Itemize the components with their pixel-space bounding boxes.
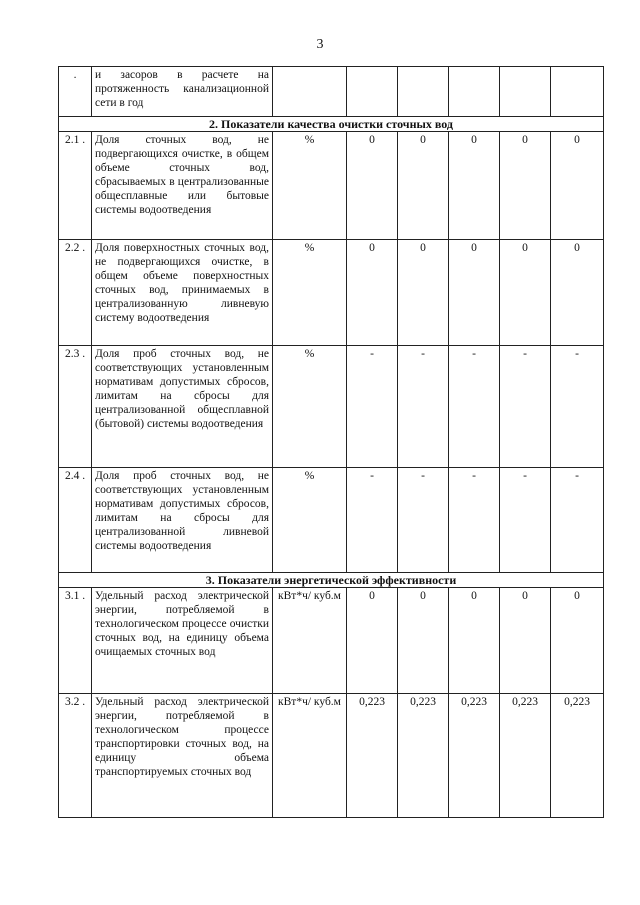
row-number: 2.1 . xyxy=(59,132,92,240)
value-cell xyxy=(449,67,500,117)
unit-cell: % xyxy=(273,468,347,573)
indicator-name: и засоров в расчете на протяженность канализационной сети в год xyxy=(92,67,273,117)
indicator-name: Удельный расход электрической энергии, потребляемой в технологическом процессе транспортировки сточных вод, на единицу объема транспортируемых сточных вод xyxy=(92,694,273,818)
value-cell: - xyxy=(551,468,604,573)
value-cell: 0 xyxy=(449,588,500,694)
value-cell: - xyxy=(347,346,398,468)
row-number: 3.2 . xyxy=(59,694,92,818)
unit-cell xyxy=(273,67,347,117)
value-cell: 0 xyxy=(398,132,449,240)
table-row xyxy=(59,240,604,346)
value-cell: 0 xyxy=(551,588,604,694)
value-cell: 0 xyxy=(500,588,551,694)
value-cell: - xyxy=(500,468,551,573)
row-number: 2.2 . xyxy=(59,240,92,346)
table-row xyxy=(59,468,604,573)
table-row xyxy=(59,132,604,240)
value-cell: 0 xyxy=(347,588,398,694)
value-cell: 0 xyxy=(449,132,500,240)
indicators-table xyxy=(58,66,604,818)
value-cell: 0 xyxy=(551,132,604,240)
indicator-name: Доля проб сточных вод, не соответствующих установленным нормативам допустимых сбросов, лимитам на сбросы для централизованной общесплавной (бытовой) системы водоотведения xyxy=(92,346,273,468)
value-cell: - xyxy=(449,346,500,468)
value-cell: 0 xyxy=(347,132,398,240)
section-header xyxy=(59,573,604,588)
value-cell: - xyxy=(449,468,500,573)
row-number: 3.1 . xyxy=(59,588,92,694)
unit-cell: % xyxy=(273,346,347,468)
value-cell: - xyxy=(551,346,604,468)
indicator-name: Доля проб сточных вод, не соответствующих установленным нормативам допустимых сбросов, лимитам на сбросы для централизованной ливневой системы водоотведения xyxy=(92,468,273,573)
value-cell: 0 xyxy=(398,240,449,346)
page-number: 3 xyxy=(316,37,324,52)
row-number: . xyxy=(59,67,92,117)
value-cell: 0,223 xyxy=(551,694,604,818)
value-cell: - xyxy=(398,468,449,573)
value-cell: - xyxy=(398,346,449,468)
value-cell: 0,223 xyxy=(500,694,551,818)
value-cell: 0,223 xyxy=(347,694,398,818)
value-cell: - xyxy=(500,346,551,468)
value-cell: 0 xyxy=(449,240,500,346)
value-cell: 0 xyxy=(398,588,449,694)
value-cell: - xyxy=(347,468,398,573)
indicator-name: Удельный расход электрической энергии, потребляемой в технологическом процессе очистки сточных вод, на единицу объема очищаемых сточных вод xyxy=(92,588,273,694)
section-title: 3. Показатели энергетической эффективности xyxy=(59,573,604,588)
value-cell: 0 xyxy=(347,240,398,346)
indicator-name: Доля поверхностных сточных вод, не подвергающихся очистке, в общем объеме поверхностных сточных вод, принимаемых в централизованную ливневую систему водоотведения xyxy=(92,240,273,346)
row-number: 2.4 . xyxy=(59,468,92,573)
table-row xyxy=(59,346,604,468)
indicator-name: Доля сточных вод, не подвергающихся очистке, в общем объеме сточных вод, сбрасываемых в централизованные общесплавные или бытовые системы водоотведения xyxy=(92,132,273,240)
table-row xyxy=(59,694,604,818)
value-cell xyxy=(347,67,398,117)
value-cell xyxy=(500,67,551,117)
value-cell: 0,223 xyxy=(398,694,449,818)
row-number: 2.3 . xyxy=(59,346,92,468)
value-cell: 0 xyxy=(551,240,604,346)
unit-cell: % xyxy=(273,132,347,240)
value-cell: 0 xyxy=(500,132,551,240)
section-header xyxy=(59,117,604,132)
value-cell: 0,223 xyxy=(449,694,500,818)
section-title: 2. Показатели качества очистки сточных вод xyxy=(59,117,604,132)
table-row xyxy=(59,588,604,694)
value-cell: 0 xyxy=(500,240,551,346)
table-row xyxy=(59,67,604,117)
value-cell xyxy=(398,67,449,117)
unit-cell: кВт*ч/ куб.м xyxy=(273,694,347,818)
value-cell xyxy=(551,67,604,117)
unit-cell: кВт*ч/ куб.м xyxy=(273,588,347,694)
unit-cell: % xyxy=(273,240,347,346)
